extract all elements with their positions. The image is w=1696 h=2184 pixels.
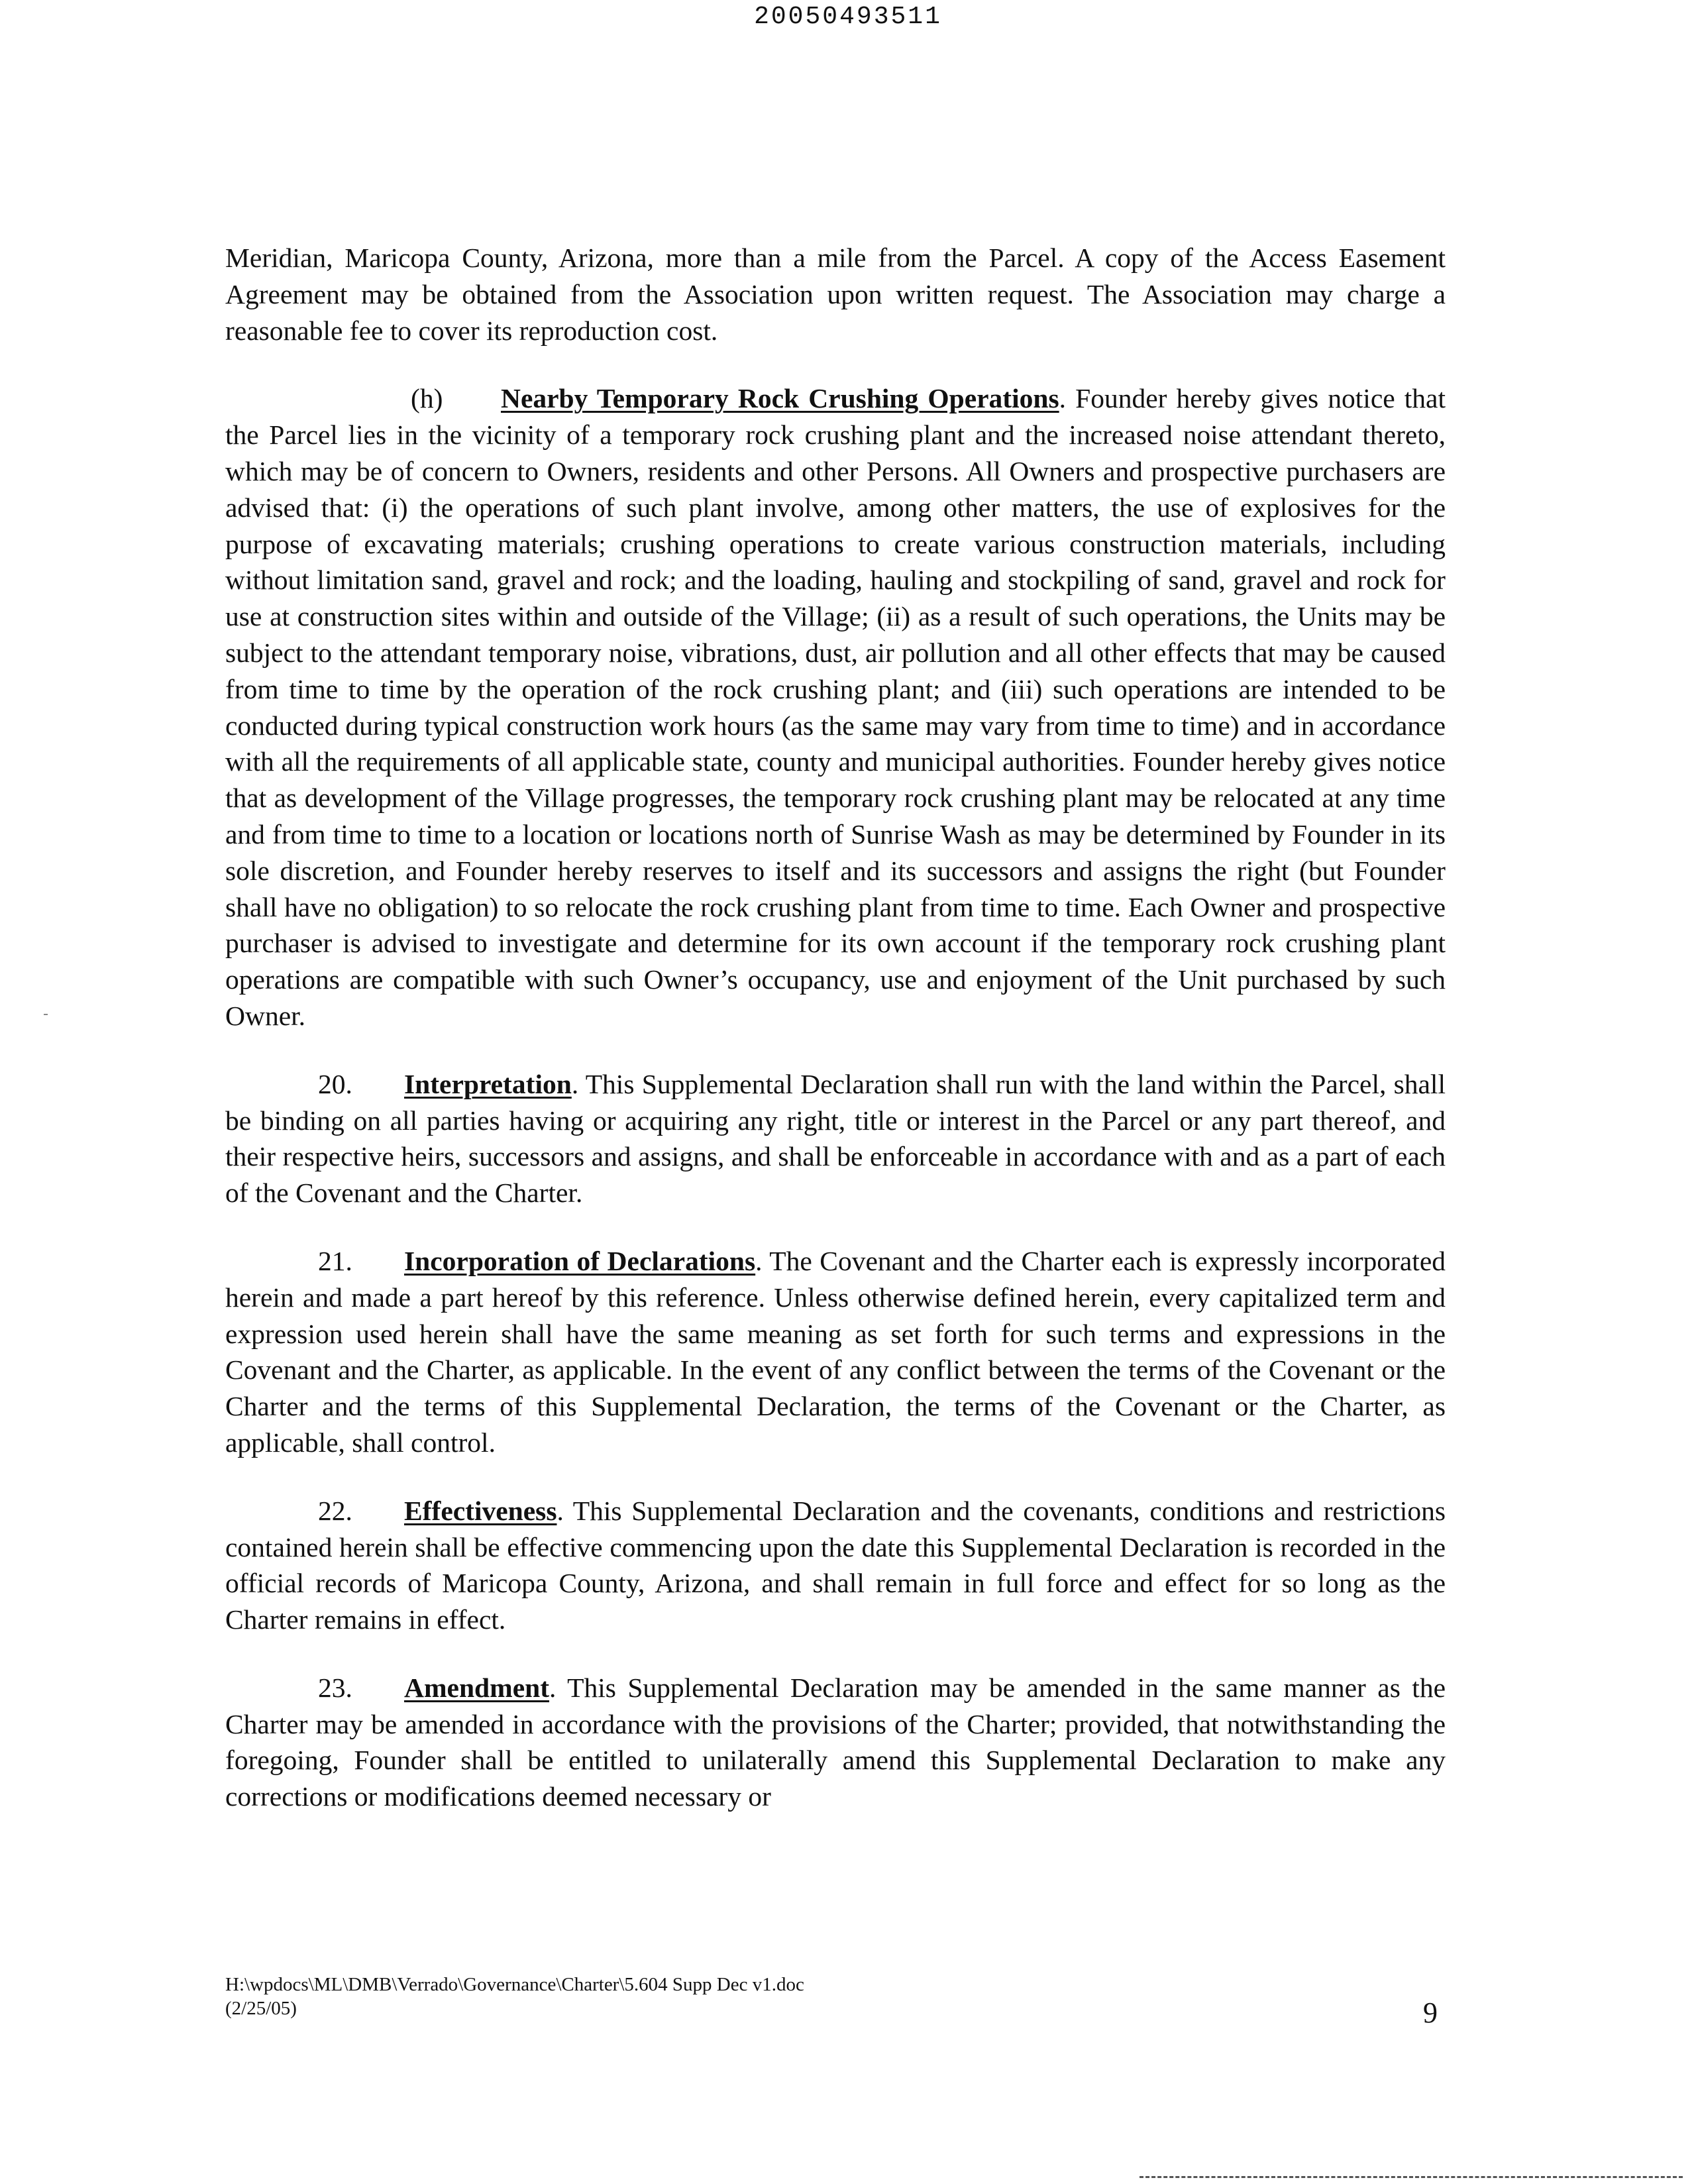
page-number: 9: [1423, 1996, 1438, 2029]
scan-mark: [44, 1014, 48, 1015]
section-text: . The Covenant and the Charter each is expressly incorporated herein and made a part hereof by this reference. Unless otherwise defined herein, every capitalized term and expression used herein shall have the same meaning as set forth for such terms and expressions in the Covenant and the Charter, as applicable. In the event of any conflict between the terms of the Covenant or the Charter and the terms of this Supplemental Declaration, the terms of the Covenant or the Charter, as applicable, shall control.: [225, 1245, 1446, 1458]
section-text: . This Supplemental Declaration shall run with the land within the Parcel, shall be binding on all parties having or acquiring any right, title or interest in the Parcel or any part thereof, and their respective heirs, successors and assigns, and shall be enforceable in accordance with and as a part of each of the Covenant and the Charter.: [225, 1068, 1446, 1209]
subsection-label: (h): [411, 383, 443, 414]
footer-date: (2/25/05): [225, 1998, 297, 2019]
section-23: [225, 1670, 1446, 1815]
section-20: [225, 1066, 1446, 1211]
section-number: 21.: [318, 1245, 352, 1276]
section-number: 23.: [318, 1672, 352, 1703]
subsection-h: [225, 380, 1446, 1034]
section-heading: Effectiveness: [404, 1495, 557, 1526]
section-number: 20.: [318, 1068, 352, 1099]
section-heading: Amendment: [404, 1672, 550, 1703]
section-21: [225, 1243, 1446, 1461]
continuation-paragraph: Meridian, Maricopa County, Arizona, more than a mile from the Parcel. A copy of the Access Easement Agreement may be obtained from the Association upon written request. The Association may charge a reasonable fee to cover its reproduction cost.: [225, 243, 1446, 346]
footer-file-path: H:\wpdocs\ML\DMB\Verrado\Governance\Charter\5.604 Supp Dec v1.doc: [225, 1974, 804, 1995]
subsection-text: . Founder hereby gives notice that the Parcel lies in the vicinity of a temporary rock crushing plant and the increased noise attendant thereto, which may be of concern to Owners, residents and other Persons. All Owners and prospective purchasers are advised that: (i) the operations of such plant involve, among other matters, the use of explosives for the purpose of excavating materials; crushing operations to create various construction materials, including without limitation sand, gravel and rock; and the loading, hauling and stockpiling of sand, gravel and rock for use at construction sites within and outside of the Village; (ii) as a result of such operations, the Units may be subject to the attendant temporary noise, vibrations, dust, air pollution and all other effects that may be caused from time to time by the operation of the rock crushing plant; and (iii) such operations are intended to be conducted during typical construction work hours (as the same may vary from time to time) and in accordance with all the requirements of all applicable state, county and municipal authorities. Founder hereby gives notice that as development of the Village progresses, the temporary rock crushing plant may be relocated at any time and from time to time to a location or locations north of Sunrise Wash as may be determined by Founder in its sole discretion, and Founder hereby reserves to itself and its successors and assigns the right (but Founder shall have no obligation) to so relocate the rock crushing plant from time to time. Each Owner and prospective purchaser is advised to investigate and determine for its own account if the temporary rock crushing plant operations are compatible with such Owner’s occupancy, use and enjoyment of the Unit purchased by such Owner.: [225, 383, 1446, 1031]
section-text: . This Supplemental Declaration and the covenants, conditions and restrictions contained herein shall be effective commencing upon the date this Supplemental Declaration is recorded in the official records of Maricopa County, Arizona, and shall remain in full force and effect for so long as the Charter remains in effect.: [225, 1495, 1446, 1635]
subsection-heading: Nearby Temporary Rock Crushing Operations: [501, 383, 1059, 414]
scan-edge-dashes: [1140, 2176, 1683, 2178]
footer: [225, 1973, 804, 2020]
section-text: . This Supplemental Declaration may be amended in the same manner as the Charter may be amended in accordance with the provisions of the Charter; provided, that notwithstanding the foregoing, Founder shall be entitled to unilaterally amend this Supplemental Declaration to make any corrections or modifications deemed necessary or: [225, 1672, 1446, 1812]
section-22: [225, 1493, 1446, 1638]
section-heading: Interpretation: [404, 1068, 572, 1099]
section-heading: Incorporation of Declarations: [404, 1245, 756, 1276]
page-body: [225, 240, 1446, 1847]
document-number: 20050493511: [754, 3, 942, 31]
section-number: 22.: [318, 1495, 352, 1526]
